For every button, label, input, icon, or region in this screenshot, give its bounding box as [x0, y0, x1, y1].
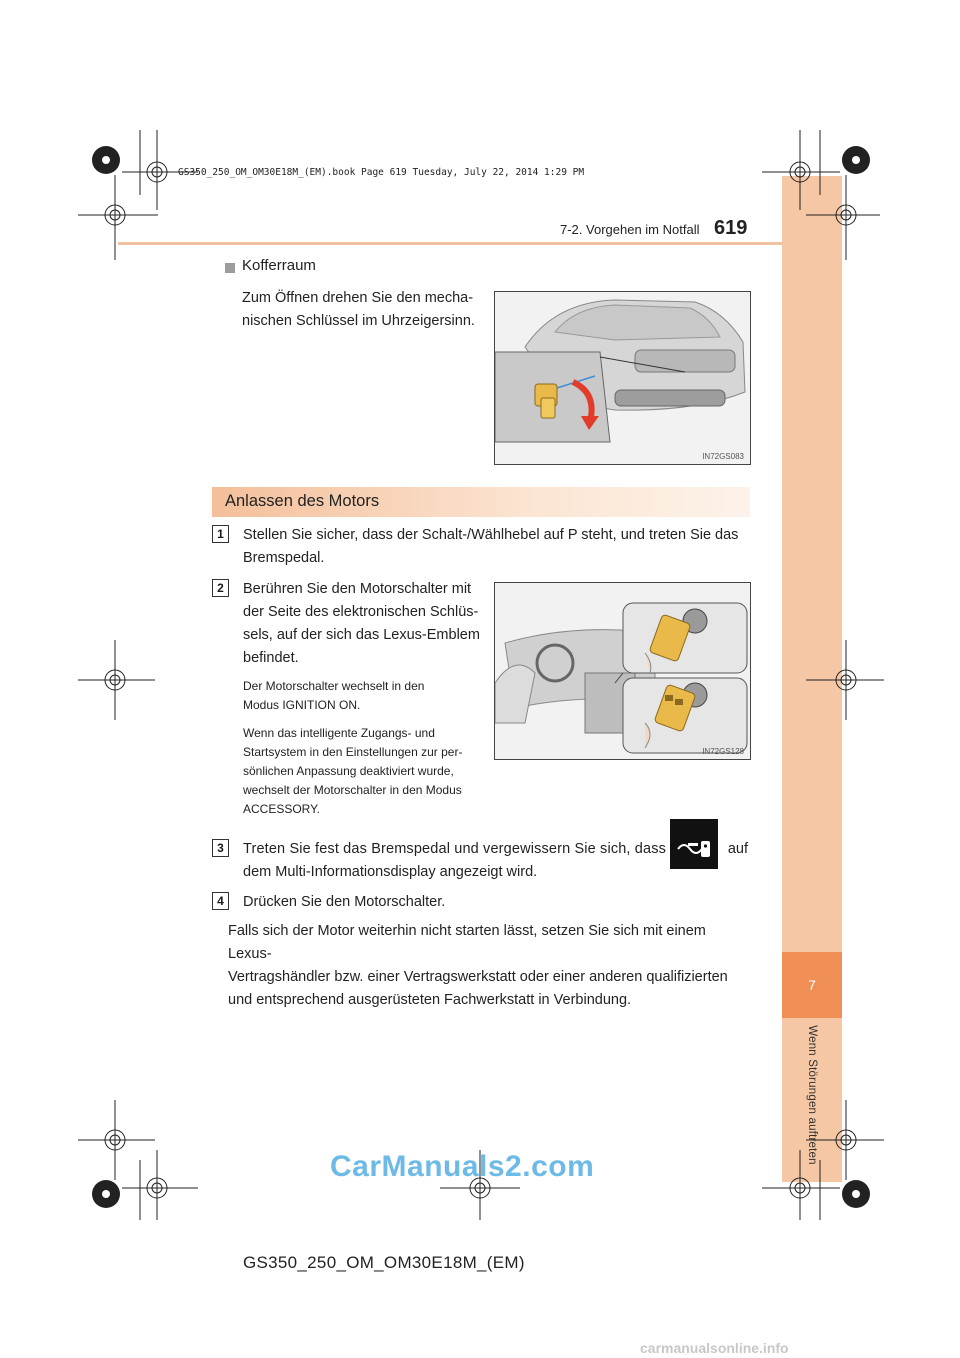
figure-id: IN72GS128 — [702, 747, 744, 756]
step-number-4: 4 — [212, 892, 229, 910]
step-number-1: 1 — [212, 525, 229, 543]
figure-id: IN72GS083 — [702, 452, 744, 461]
section-breadcrumb: 7-2. Vorgehen im Notfall — [560, 222, 700, 237]
brake-key-indicator-icon — [670, 819, 718, 869]
step-3-text: Treten Sie fest das Bremspedal und vergewissern Sie sich, dass auf dem Multi-Informationsdisplay angezeigt wird. — [243, 841, 748, 880]
section-heading: Anlassen des Motors — [225, 492, 380, 510]
step-2-note-2: Wenn das intelligente Zugangs- und Startsystem in den Einstellungen zur per- sönlichen Anpassung deaktiviert wurde, wechselt der Motorschalter in den Modus ACCESSORY. — [243, 726, 463, 816]
step-number-3: 3 — [212, 839, 229, 857]
car-rear-illustration — [495, 292, 750, 464]
chapter-number: 7 — [782, 952, 842, 1018]
header-rule — [118, 242, 782, 245]
page-number: 619 — [714, 217, 748, 239]
closing-paragraph: Falls sich der Motor weiterhin nicht starten lässt, setzen Sie sich mit einem Lexus- Vertragshändler bzw. einer Vertragswerkstatt oder einer anderen qualifizierten und entsprechend ausgerüsteten Fachwerkstatt in Verbindung. — [228, 923, 728, 1008]
heading-bullet-icon — [225, 263, 235, 273]
book-info-line: GS350_250_OM_OM30E18M_(EM).book Page 619 Tuesday, July 22, 2014 1:29 PM — [178, 167, 585, 178]
trunk-key-figure — [494, 291, 751, 465]
step-4-text: Drücken Sie den Motorschalter. — [243, 894, 446, 910]
step-1-text: Stellen Sie sicher, dass der Schalt-/Wählhebel auf P steht, und treten Sie das Bremspedal. — [243, 527, 739, 566]
trunk-heading: Kofferraum — [242, 257, 316, 274]
trunk-instruction: Zum Öffnen drehen Sie den mecha- nischen Schlüssel im Uhrzeigersinn. — [242, 290, 475, 329]
step-number-2: 2 — [212, 579, 229, 597]
step-2-text: Berühren Sie den Motorschalter mit der Seite des elektronischen Schlüs- sels, auf der sich das Lexus-Emblem befindet. — [243, 581, 480, 666]
watermark-logo: CarManuals2.com — [330, 1150, 595, 1183]
step-2-note-1: Der Motorschalter wechselt in den Modus IGNITION ON. — [243, 679, 425, 712]
dashboard-illustration — [495, 583, 750, 759]
watermark-site: carmanualsonline.info — [640, 1340, 789, 1356]
engine-switch-figure — [494, 582, 751, 760]
chapter-title: Wenn Störungen auftreten — [806, 1025, 818, 1165]
footer-document-id: GS350_250_OM_OM30E18M_(EM) — [243, 1253, 525, 1272]
